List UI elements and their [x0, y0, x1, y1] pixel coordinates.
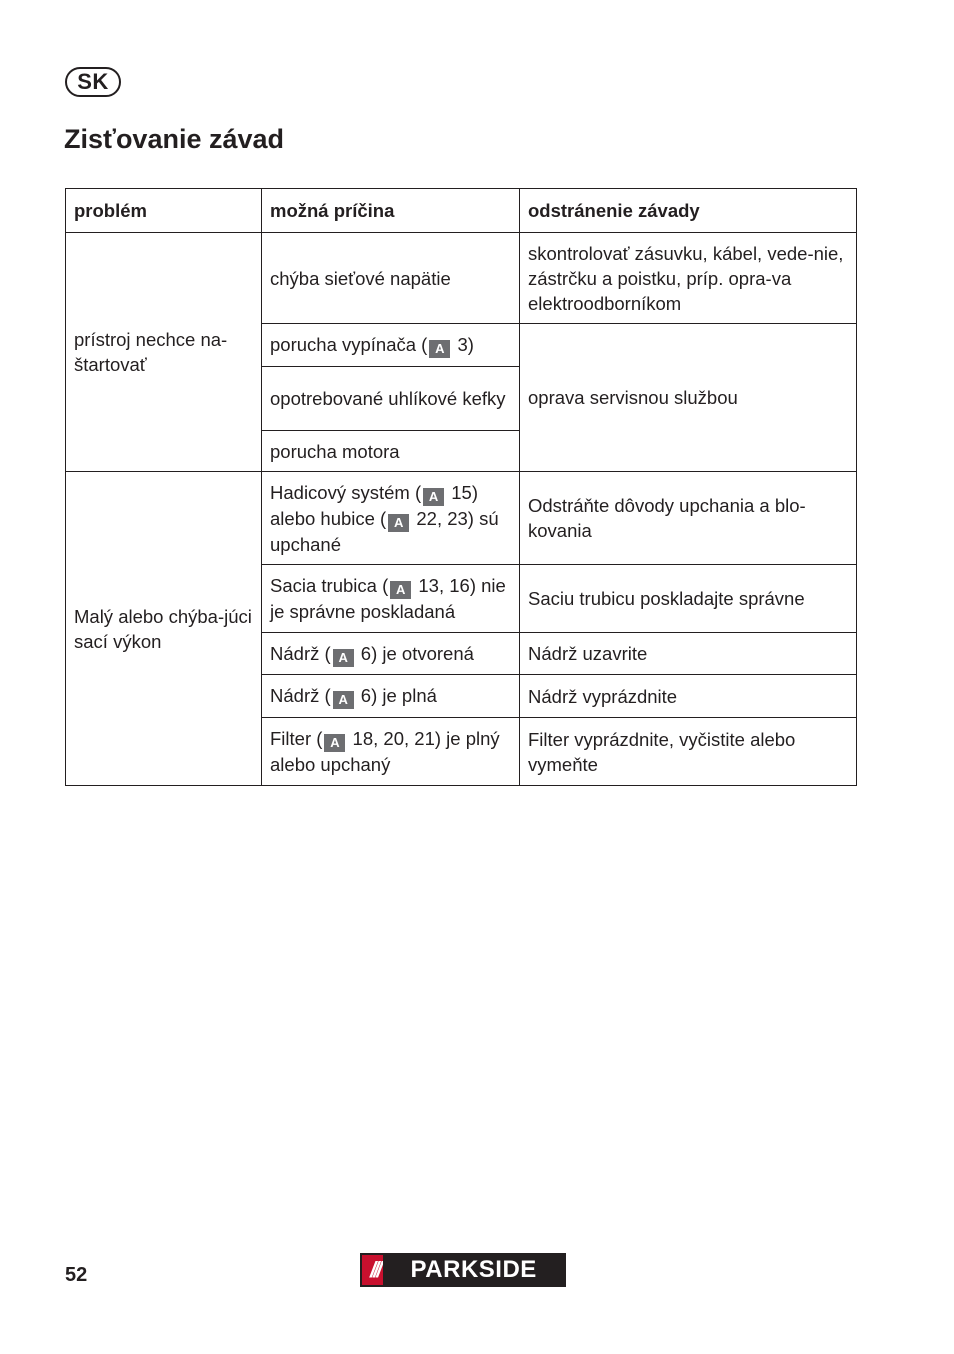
cause-cell: porucha motora — [262, 431, 520, 472]
header-problem: problém — [66, 189, 262, 233]
cause-text: porucha vypínača ( — [270, 334, 428, 355]
cause-text: Sacia trubica ( — [270, 575, 389, 596]
table-header-row — [66, 189, 857, 233]
cause-text: 22, 23) sú upchané — [270, 507, 499, 555]
logo-wordmark: PARKSIDE — [383, 1255, 564, 1285]
cause-text: 13, 16) nie je správne poskladaná — [270, 575, 506, 622]
fix-cell: Nádrž uzavrite — [520, 633, 857, 675]
problem-cell: prístroj nechce na-štartovať — [66, 233, 262, 472]
figure-ref-icon: A — [333, 649, 354, 667]
figure-ref-icon: A — [333, 691, 354, 709]
figure-ref-icon: A — [423, 488, 444, 506]
figure-ref-icon: A — [429, 340, 450, 358]
cause-text: 6) je plná — [355, 685, 437, 706]
cause-cell — [262, 324, 520, 367]
table-row — [66, 233, 857, 324]
cause-cell — [262, 675, 520, 718]
cause-text: Hadicový systém ( — [270, 481, 422, 503]
cause-text: Filter ( — [270, 728, 323, 749]
cause-cell — [262, 633, 520, 675]
header-cause: možná príčina — [262, 189, 520, 233]
header-fix: odstránenie závady — [520, 189, 857, 233]
page-title: Zisťovanie závad — [64, 124, 285, 154]
fix-cell: Saciu trubicu poskladajte správne — [520, 565, 857, 633]
cause-text: 6) je otvorená — [355, 642, 474, 664]
figure-ref-icon: A — [324, 734, 345, 752]
fix-cell: Filter vyprázdnite, vyčistite alebo vymeňte — [520, 718, 857, 786]
cause-text: Nádrž ( — [270, 642, 331, 664]
fix-cell: Nádrž vyprázdnite — [520, 675, 857, 718]
page-number: 52 — [65, 1264, 88, 1286]
logo-slashes: /// — [370, 1257, 380, 1282]
cause-text: 15) alebo hubice ( — [270, 481, 479, 529]
parkside-logo — [360, 1253, 566, 1287]
figure-ref-icon: A — [388, 514, 409, 532]
language-badge: SK — [65, 67, 121, 97]
troubleshooting-table — [65, 188, 857, 786]
cause-text: Nádrž ( — [270, 685, 331, 706]
cause-cell — [262, 718, 520, 786]
fix-cell: oprava servisnou službou — [520, 324, 857, 472]
cause-cell — [262, 565, 520, 633]
cause-cell: opotrebované uhlíkové kefky — [262, 367, 520, 431]
fix-cell: skontrolovať zásuvku, kábel, vede-nie, zástrčku a poistku, príp. opra-va elektroodborníkom — [520, 233, 857, 324]
cause-text: 18, 20, 21) je plný alebo upchaný — [270, 728, 500, 775]
cause-cell — [262, 472, 520, 565]
table-row — [66, 472, 857, 565]
cause-text: 3) — [452, 334, 474, 355]
cause-cell: chýba sieťové napätie — [262, 233, 520, 324]
figure-ref-icon: A — [390, 581, 411, 599]
fix-cell: Odstráňte dôvody upchania a blo-kovania — [520, 472, 857, 565]
problem-cell: Malý alebo chýba-júci sací výkon — [66, 472, 262, 786]
